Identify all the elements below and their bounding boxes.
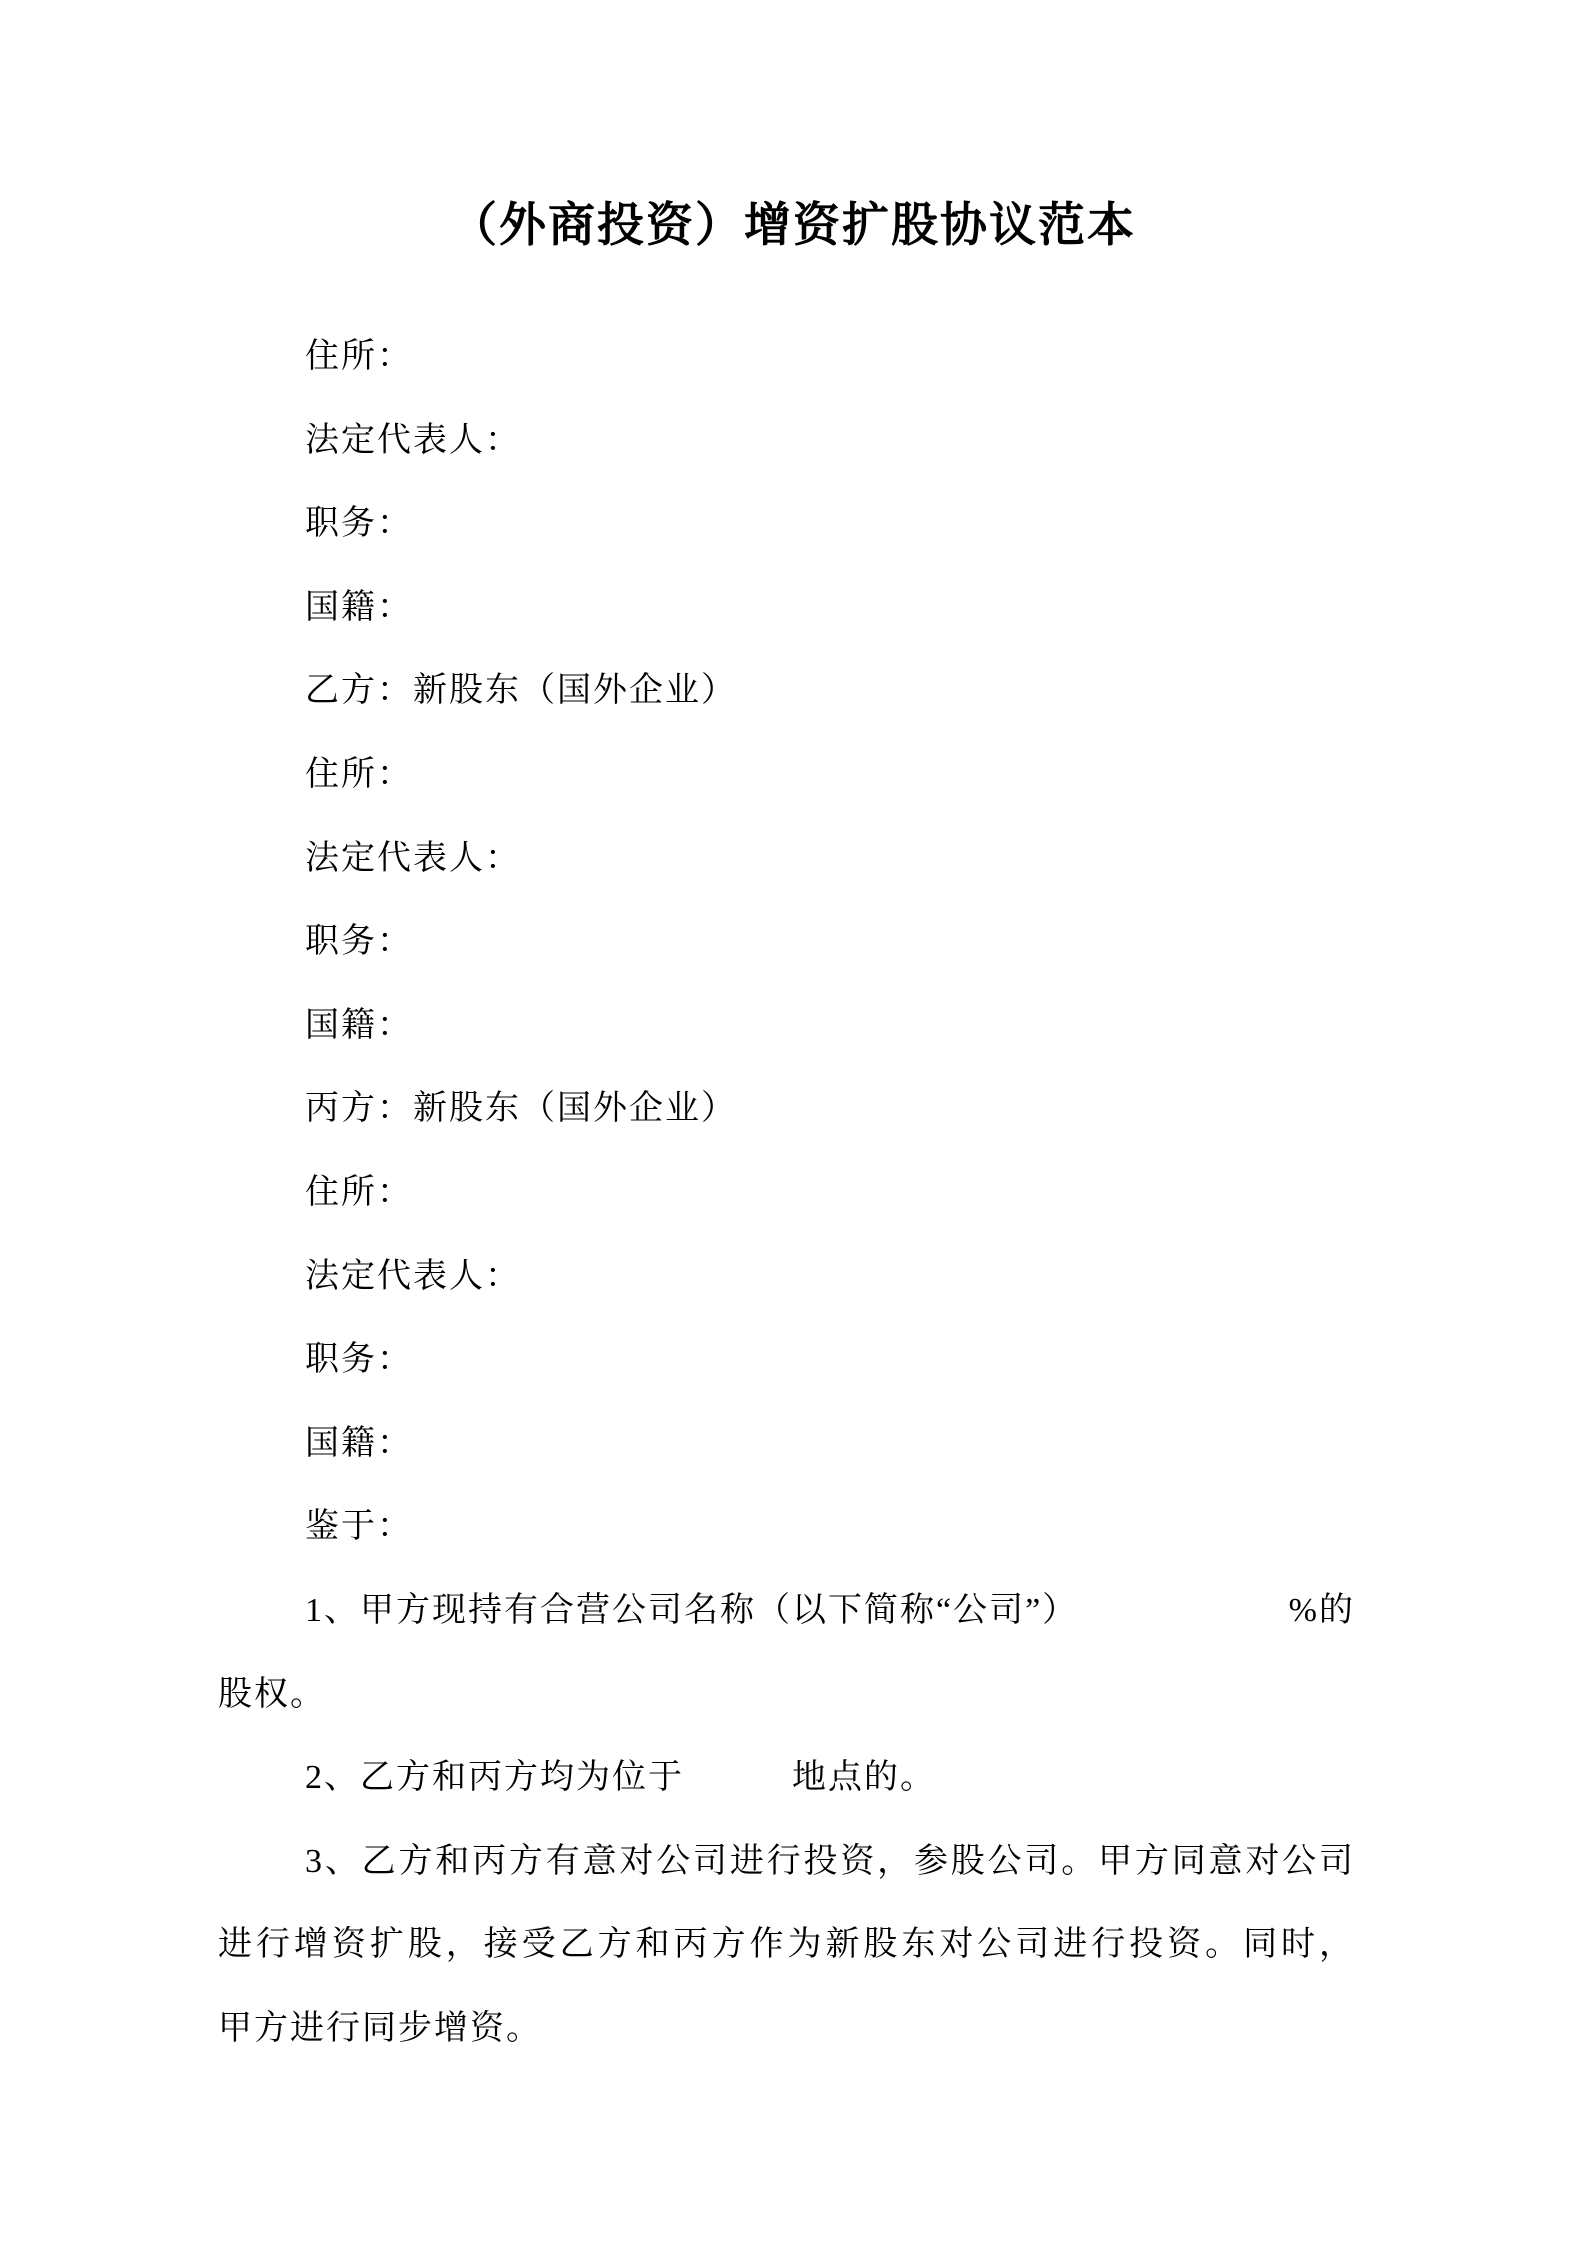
- clause-3-line-3: 甲方进行同步增资。: [218, 2009, 542, 2047]
- clause-1-text: 1、甲方现持有合营公司名称（以下简称“公司”）: [305, 1591, 1079, 1629]
- clause-2-line: 2、乙方和丙方均为位于 地点的。: [305, 1759, 936, 1797]
- whereas-label: 鉴于：: [305, 1508, 413, 1546]
- residence-label-2: 住所：: [305, 755, 413, 793]
- clause-3-line-1: 3、乙方和丙方有意对公司进行投资，参股公司。甲方同意对公司: [305, 1842, 1355, 1880]
- legal-rep-label-2: 法定代表人：: [305, 839, 521, 877]
- residence-label-3: 住所：: [305, 1173, 413, 1211]
- clause-1-line-1: [218, 1569, 1355, 1653]
- party-b-line: 乙方：新股东（国外企业）: [305, 672, 737, 710]
- legal-rep-label-1: 法定代表人：: [305, 421, 521, 459]
- document-title: （外商投资）增资扩股协议范本: [450, 200, 1136, 252]
- position-label-3: 职务：: [305, 1341, 413, 1379]
- legal-rep-label-3: 法定代表人：: [305, 1257, 521, 1295]
- clause-3-line-2: 进行增资扩股，接受乙方和丙方作为新股东对公司进行投资。同时，: [218, 1926, 1355, 1964]
- nationality-label-1: 国籍：: [305, 588, 413, 626]
- nationality-label-3: 国籍：: [305, 1424, 413, 1462]
- nationality-label-2: 国籍：: [305, 1006, 413, 1044]
- position-label-1: 职务：: [305, 505, 413, 543]
- clause-1-line-2: 股权。: [218, 1675, 326, 1713]
- document-body: [218, 315, 1355, 2070]
- residence-label-1: 住所：: [305, 338, 413, 375]
- position-label-2: 职务：: [305, 923, 413, 961]
- party-c-line: 丙方：新股东（国外企业）: [305, 1090, 737, 1128]
- clause-1-percent: %的: [1288, 1591, 1355, 1629]
